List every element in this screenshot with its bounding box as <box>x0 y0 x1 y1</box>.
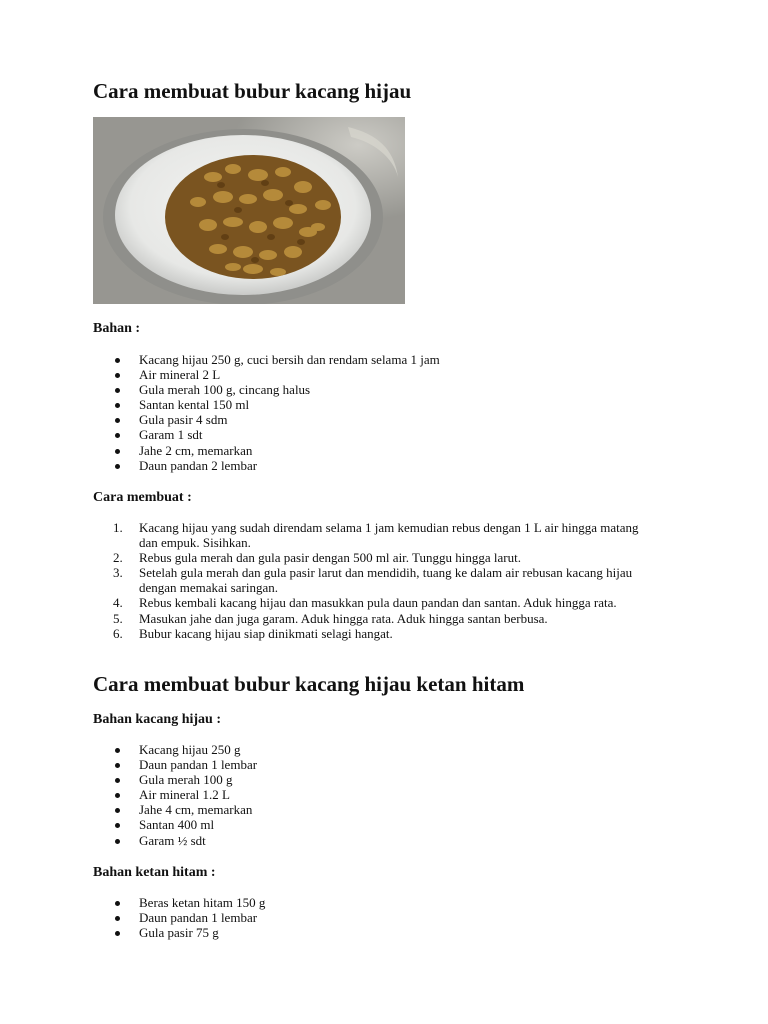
list-item: Garam ½ sdt <box>93 833 659 848</box>
bahan-list <box>93 352 693 473</box>
step-text: Bubur kacang hijau siap dinikmati selagi hangat. <box>139 625 393 641</box>
bahan-heading: Bahan : <box>93 321 141 336</box>
step-number: 4. <box>113 595 123 611</box>
step-item <box>93 550 659 565</box>
step-number: 5. <box>113 610 123 626</box>
list-item: Kacang hijau 250 g, cuci bersih dan rendam selama 1 jam <box>93 352 659 367</box>
list-item: Jahe 2 cm, memarkan <box>93 443 659 458</box>
list-item: Daun pandan 1 lembar <box>93 910 659 925</box>
step-number: 3. <box>113 565 123 581</box>
step-text: Kacang hijau yang sudah direndam selama 1 jam kemudian rebus dengan 1 L air hingga matang dan empuk. Sisihkan. <box>139 520 639 551</box>
bubur-kacang-hijau-photo <box>93 117 405 304</box>
list-item: Air mineral 2 L <box>93 367 659 382</box>
list-item: Beras ketan hitam 150 g <box>93 895 659 910</box>
list-item: Gula pasir 4 sdm <box>93 412 659 427</box>
step-item <box>93 595 659 610</box>
step-number: 6. <box>113 625 123 641</box>
section-title-ketan-hitam: Cara membuat bubur kacang hijau ketan hitam <box>93 672 525 696</box>
list-item: Gula merah 100 g, cincang halus <box>93 382 659 397</box>
list-item: Gula merah 100 g <box>93 772 659 787</box>
bahan-ketan-hitam-list <box>93 895 693 940</box>
list-item: Santan kental 150 ml <box>93 397 659 412</box>
step-number: 2. <box>113 550 123 566</box>
step-text: Setelah gula merah dan gula pasir larut dan mendidih, tuang ke dalam air rebusan kacang hijau dengan memakai saringan. <box>139 565 633 596</box>
bahan-ketan-hitam-heading: Bahan ketan hitam : <box>93 865 216 880</box>
step-text: Rebus kembali kacang hijau dan masukkan pula daun pandan dan santan. Aduk hingga rata. <box>139 595 617 611</box>
list-item: Daun pandan 2 lembar <box>93 458 659 473</box>
step-text: Rebus gula merah dan gula pasir dengan 500 ml air. Tunggu hingga larut. <box>139 550 521 566</box>
cara-membuat-steps <box>93 520 693 641</box>
bahan-kacang-hijau-list <box>93 742 693 848</box>
step-item <box>93 626 659 641</box>
list-item: Air mineral 1.2 L <box>93 787 659 802</box>
bahan-kacang-hijau-heading: Bahan kacang hijau : <box>93 712 221 727</box>
list-item: Kacang hijau 250 g <box>93 742 659 757</box>
step-item <box>93 565 659 595</box>
section-title-bubur-kacang-hijau: Cara membuat bubur kacang hijau <box>93 79 412 103</box>
step-item <box>93 611 659 626</box>
list-item: Daun pandan 1 lembar <box>93 757 659 772</box>
step-item <box>93 520 659 550</box>
list-item: Gula pasir 75 g <box>93 925 659 940</box>
step-number: 1. <box>113 520 123 535</box>
step-text: Masukan jahe dan juga garam. Aduk hingga rata. Aduk hingga santan berbusa. <box>139 610 548 626</box>
cara-membuat-heading: Cara membuat : <box>93 490 192 505</box>
list-item: Jahe 4 cm, memarkan <box>93 802 659 817</box>
list-item: Santan 400 ml <box>93 817 659 832</box>
list-item: Garam 1 sdt <box>93 427 659 442</box>
